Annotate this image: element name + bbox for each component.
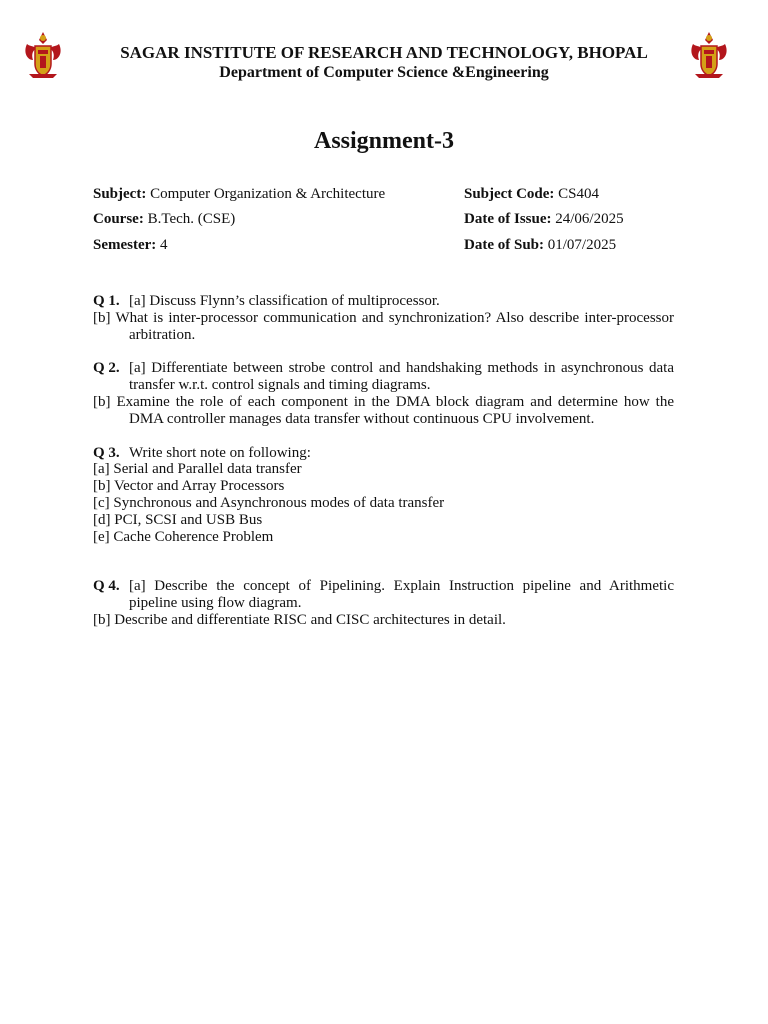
semester-label: Semester: bbox=[93, 237, 157, 253]
submission-date-value: 01/07/2025 bbox=[547, 237, 617, 253]
question-part: [a] Differentiate between strobe control and handshaking methods in asynchronous data transfer w.r.t. control signals and timing diagrams. bbox=[129, 360, 674, 394]
question-part: [c] Synchronous and Asynchronous modes of data transfer bbox=[93, 494, 445, 511]
course-label: Course: bbox=[93, 211, 144, 227]
question-3 bbox=[93, 445, 674, 546]
question-part: [d] PCI, SCSI and USB Bus bbox=[93, 511, 263, 528]
semester-value: 4 bbox=[160, 237, 168, 253]
subject-code-row bbox=[464, 185, 599, 203]
question-list bbox=[93, 293, 674, 646]
subject-code-label: Subject Code: bbox=[464, 186, 555, 202]
question-1 bbox=[93, 293, 674, 343]
course-row bbox=[93, 210, 235, 228]
institute-name: SAGAR INSTITUTE OF RESEARCH AND TECHNOLOGY, BHOPAL bbox=[120, 43, 648, 62]
question-part: [b] Describe and differentiate RISC and CISC architectures in detail. bbox=[93, 611, 506, 628]
page-header bbox=[0, 42, 768, 83]
issue-date-label: Date of Issue: bbox=[464, 211, 552, 227]
submission-date-row bbox=[464, 236, 616, 254]
semester-row bbox=[93, 236, 168, 254]
question-intro: Write short note on following: bbox=[129, 444, 311, 461]
question-number: Q 1. bbox=[93, 293, 120, 309]
question-part: [b] What is inter-processor communication and synchronization? Also describe inter-processor arbitration. bbox=[93, 309, 674, 343]
submission-date-label: Date of Sub: bbox=[464, 237, 545, 253]
subject-label: Subject: bbox=[93, 186, 147, 202]
subject-value: Computer Organization & Architecture bbox=[150, 186, 386, 202]
subject-code-value: CS404 bbox=[558, 186, 600, 202]
question-part: [e] Cache Coherence Problem bbox=[93, 528, 274, 545]
assignment-title: Assignment-3 bbox=[313, 128, 454, 154]
question-part: [a] Discuss Flynn’s classification of multiprocessor. bbox=[129, 293, 440, 309]
question-part: [b] Examine the role of each component in the DMA block diagram and determine how the DMA controller manages data transfer without continuous CPU involvement. bbox=[93, 393, 674, 427]
course-value: B.Tech. (CSE) bbox=[147, 211, 236, 227]
subject-row bbox=[93, 185, 385, 203]
question-part: [a] Serial and Parallel data transfer bbox=[93, 461, 302, 478]
question-2 bbox=[93, 360, 674, 427]
question-part: [a] Describe the concept of Pipelining. Explain Instruction pipeline and Arithmetic pipeline using flow diagram. bbox=[129, 578, 674, 612]
question-number: Q 2. bbox=[93, 360, 120, 377]
question-part: [b] Vector and Array Processors bbox=[93, 478, 285, 495]
question-number: Q 4. bbox=[93, 578, 120, 595]
issue-date-value: 24/06/2025 bbox=[555, 211, 624, 227]
question-4 bbox=[93, 578, 674, 628]
issue-date-row bbox=[464, 210, 624, 228]
question-number: Q 3. bbox=[93, 444, 120, 461]
department-name: Department of Computer Science &Engineering bbox=[219, 64, 549, 81]
